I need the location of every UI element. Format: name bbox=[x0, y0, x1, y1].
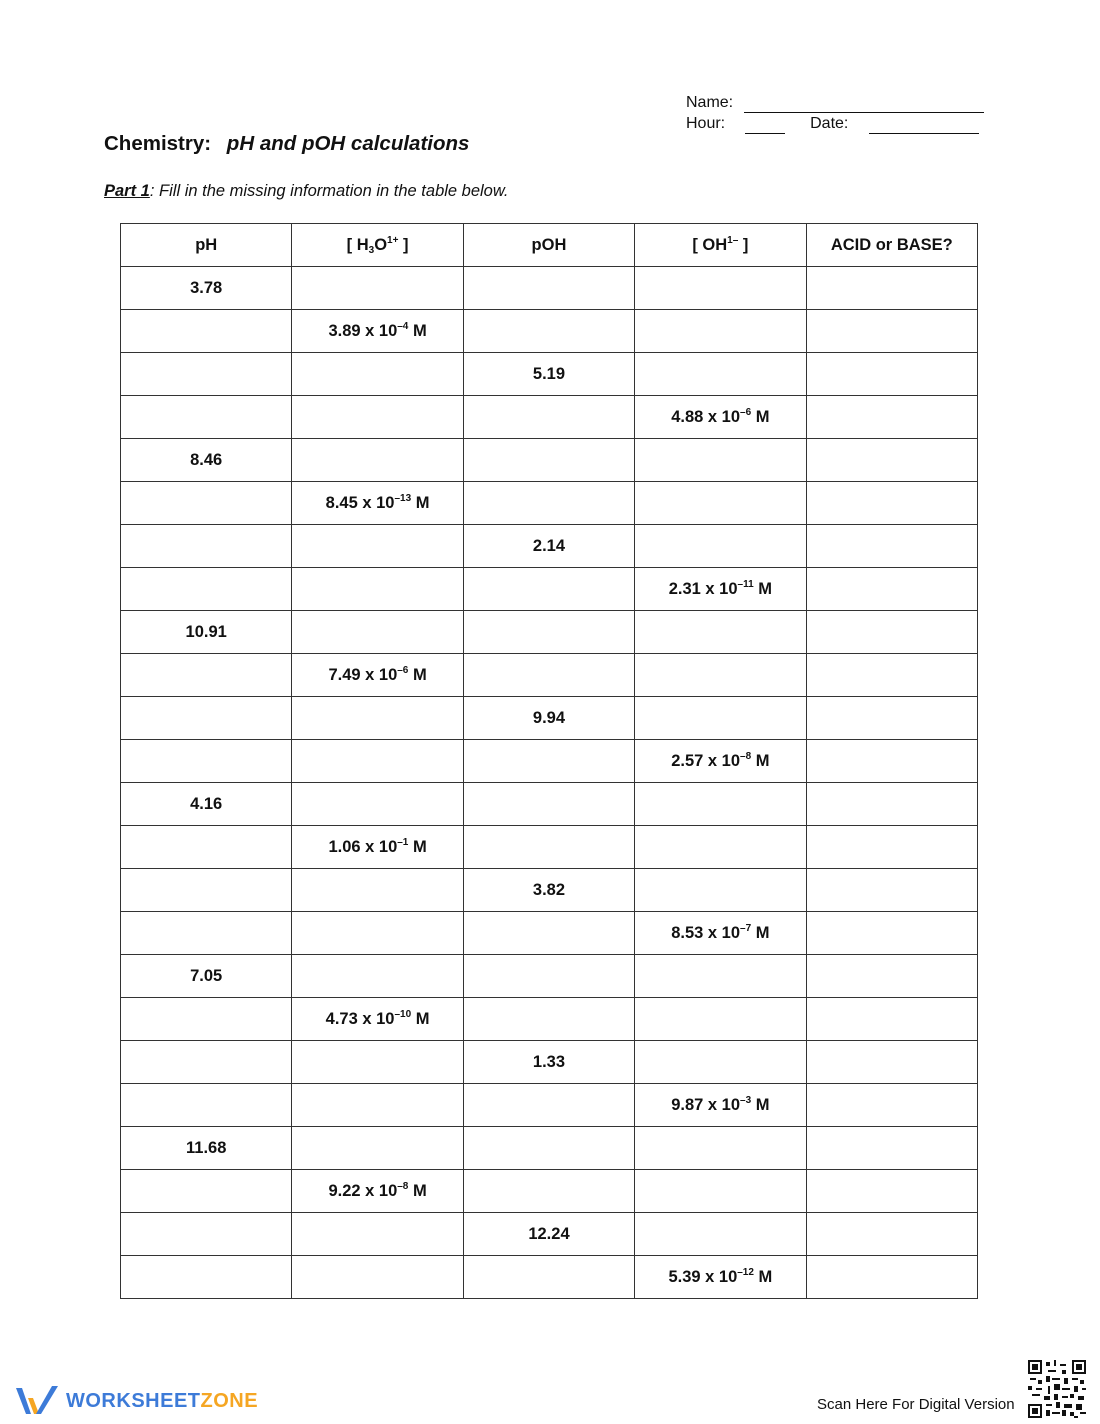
date-label: Date: bbox=[810, 115, 849, 132]
cell-h3o[interactable] bbox=[292, 869, 463, 912]
cell-oh[interactable] bbox=[635, 611, 806, 654]
cell-ph bbox=[121, 955, 292, 998]
cell-ph[interactable] bbox=[121, 998, 292, 1041]
ph-value: 7.05 bbox=[190, 966, 223, 985]
h3o-unit: M bbox=[408, 837, 427, 856]
cell-h3o[interactable] bbox=[292, 267, 463, 310]
cell-poh[interactable] bbox=[463, 267, 634, 310]
header-oh bbox=[635, 224, 806, 267]
table-row bbox=[121, 826, 978, 869]
cell-ph[interactable] bbox=[121, 654, 292, 697]
cell-h3o[interactable] bbox=[292, 1084, 463, 1127]
table-row bbox=[121, 353, 978, 396]
cell-oh bbox=[635, 1084, 806, 1127]
cell-acid-base[interactable] bbox=[806, 568, 977, 611]
cell-h3o[interactable] bbox=[292, 611, 463, 654]
cell-h3o[interactable] bbox=[292, 955, 463, 998]
cell-h3o[interactable] bbox=[292, 697, 463, 740]
oh-unit: M bbox=[753, 579, 773, 598]
logo-text bbox=[66, 1390, 258, 1413]
cell-poh bbox=[463, 353, 634, 396]
oh-unit: M bbox=[751, 751, 770, 770]
cell-acid-base[interactable] bbox=[806, 955, 977, 998]
oh-exponent: –3 bbox=[740, 1094, 752, 1106]
h3o-exponent: –6 bbox=[397, 664, 409, 676]
hour-blank[interactable] bbox=[745, 118, 785, 134]
cell-poh[interactable] bbox=[463, 1084, 634, 1127]
table-row bbox=[121, 396, 978, 439]
table-row bbox=[121, 611, 978, 654]
oh-mantissa: 5.39 x 10 bbox=[668, 1267, 738, 1286]
cell-poh[interactable] bbox=[463, 955, 634, 998]
table-row bbox=[121, 1256, 978, 1299]
oh-unit: M bbox=[751, 923, 770, 942]
cell-poh[interactable] bbox=[463, 1170, 634, 1213]
cell-poh[interactable] bbox=[463, 568, 634, 611]
cell-acid-base[interactable] bbox=[806, 912, 977, 955]
h3o-open: [ H bbox=[346, 235, 369, 254]
h3o-exponent: –4 bbox=[397, 320, 409, 332]
h3o-exponent: –10 bbox=[394, 1008, 412, 1020]
oh-exponent: –7 bbox=[740, 922, 752, 934]
cell-h3o[interactable] bbox=[292, 439, 463, 482]
cell-acid-base[interactable] bbox=[806, 525, 977, 568]
header-poh bbox=[463, 224, 634, 267]
cell-ph[interactable] bbox=[121, 1256, 292, 1299]
cell-acid-base[interactable] bbox=[806, 310, 977, 353]
cell-poh bbox=[463, 869, 634, 912]
ph-value: 8.46 bbox=[190, 450, 223, 469]
cell-acid-base[interactable] bbox=[806, 1170, 977, 1213]
h3o-exponent: –13 bbox=[394, 492, 412, 504]
oh-close: ] bbox=[738, 235, 749, 254]
h3o-mantissa: 3.89 x 10 bbox=[328, 321, 398, 340]
hour-label: Hour: bbox=[686, 115, 726, 132]
instructions bbox=[104, 182, 508, 201]
cell-poh[interactable] bbox=[463, 1127, 634, 1170]
cell-oh[interactable] bbox=[635, 869, 806, 912]
cell-poh[interactable] bbox=[463, 310, 634, 353]
table-row bbox=[121, 1213, 978, 1256]
poh-value: 5.19 bbox=[532, 364, 566, 383]
h3o-exponent: –1 bbox=[397, 836, 409, 848]
title-subject: Chemistry: bbox=[104, 132, 212, 155]
qr-code-icon[interactable] bbox=[1028, 1360, 1086, 1418]
table-row bbox=[121, 912, 978, 955]
cell-acid-base[interactable] bbox=[806, 396, 977, 439]
table-row bbox=[121, 1084, 978, 1127]
oh-sup: 1– bbox=[727, 234, 739, 246]
h3o-unit: M bbox=[408, 665, 427, 684]
cell-h3o[interactable] bbox=[292, 740, 463, 783]
oh-mantissa: 2.57 x 10 bbox=[671, 751, 741, 770]
oh-exponent: –11 bbox=[737, 578, 754, 590]
cell-acid-base[interactable] bbox=[806, 611, 977, 654]
table-row bbox=[121, 482, 978, 525]
cell-oh[interactable] bbox=[635, 1041, 806, 1084]
cell-poh[interactable] bbox=[463, 998, 634, 1041]
page-title bbox=[104, 132, 469, 156]
ph-value: 3.78 bbox=[190, 278, 223, 297]
table-row bbox=[121, 310, 978, 353]
name-blank[interactable] bbox=[744, 97, 984, 113]
poh-value: 12.24 bbox=[528, 1224, 570, 1243]
table-row bbox=[121, 1170, 978, 1213]
cell-ph[interactable] bbox=[121, 1213, 292, 1256]
cell-ph[interactable] bbox=[121, 396, 292, 439]
cell-ph[interactable] bbox=[121, 1170, 292, 1213]
header-poh-label: pOH bbox=[531, 235, 567, 254]
cell-h3o[interactable] bbox=[292, 912, 463, 955]
cell-poh[interactable] bbox=[463, 912, 634, 955]
cell-oh[interactable] bbox=[635, 267, 806, 310]
cell-poh[interactable] bbox=[463, 1256, 634, 1299]
cell-poh[interactable] bbox=[463, 396, 634, 439]
cell-ph[interactable] bbox=[121, 826, 292, 869]
cell-ph bbox=[121, 611, 292, 654]
h3o-unit: M bbox=[408, 1181, 427, 1200]
cell-acid-base[interactable] bbox=[806, 1041, 977, 1084]
poh-value: 9.94 bbox=[532, 708, 566, 727]
cell-ph[interactable] bbox=[121, 310, 292, 353]
table-row bbox=[121, 998, 978, 1041]
cell-oh bbox=[635, 912, 806, 955]
h3o-mantissa: 1.06 x 10 bbox=[328, 837, 398, 856]
cell-poh[interactable] bbox=[463, 611, 634, 654]
cell-oh[interactable] bbox=[635, 482, 806, 525]
cell-poh[interactable] bbox=[463, 482, 634, 525]
table-row bbox=[121, 740, 978, 783]
cell-acid-base[interactable] bbox=[806, 826, 977, 869]
h3o-sub: 3 bbox=[368, 244, 375, 256]
cell-poh bbox=[463, 1041, 634, 1084]
cell-h3o[interactable] bbox=[292, 353, 463, 396]
oh-mantissa: 9.87 x 10 bbox=[671, 1095, 741, 1114]
cell-h3o bbox=[292, 654, 463, 697]
ph-value: 11.68 bbox=[186, 1138, 227, 1157]
cell-oh[interactable] bbox=[635, 955, 806, 998]
cell-oh[interactable] bbox=[635, 353, 806, 396]
cell-oh bbox=[635, 396, 806, 439]
table-row bbox=[121, 1041, 978, 1084]
cell-oh[interactable] bbox=[635, 1170, 806, 1213]
cell-ph[interactable] bbox=[121, 525, 292, 568]
oh-mantissa: 8.53 x 10 bbox=[671, 923, 741, 942]
oh-open: [ OH bbox=[692, 235, 728, 254]
cell-oh[interactable] bbox=[635, 1127, 806, 1170]
oh-unit: M bbox=[751, 407, 770, 426]
h3o-mid: O bbox=[374, 235, 388, 254]
h3o-mantissa: 4.73 x 10 bbox=[325, 1009, 395, 1028]
h3o-close: ] bbox=[398, 235, 409, 254]
cell-h3o bbox=[292, 998, 463, 1041]
cell-acid-base[interactable] bbox=[806, 740, 977, 783]
cell-ph bbox=[121, 439, 292, 482]
cell-h3o[interactable] bbox=[292, 1256, 463, 1299]
cell-acid-base[interactable] bbox=[806, 353, 977, 396]
cell-oh[interactable] bbox=[635, 783, 806, 826]
table-row bbox=[121, 869, 978, 912]
cell-acid-base[interactable] bbox=[806, 654, 977, 697]
cell-acid-base[interactable] bbox=[806, 869, 977, 912]
name-label: Name: bbox=[686, 94, 734, 111]
h3o-unit: M bbox=[411, 493, 430, 512]
h3o-sup: 1+ bbox=[387, 234, 399, 246]
table-row bbox=[121, 439, 978, 482]
scan-text: Scan Here For Digital Version bbox=[817, 1396, 1015, 1413]
poh-value: 3.82 bbox=[532, 880, 566, 899]
cell-oh[interactable] bbox=[635, 1213, 806, 1256]
cell-poh[interactable] bbox=[463, 654, 634, 697]
cell-h3o[interactable] bbox=[292, 1041, 463, 1084]
cell-ph[interactable] bbox=[121, 740, 292, 783]
name-row bbox=[686, 92, 996, 113]
table-row bbox=[121, 525, 978, 568]
hour-date-row bbox=[686, 113, 996, 134]
table-row bbox=[121, 697, 978, 740]
date-blank[interactable] bbox=[869, 118, 979, 134]
logo-zone: ZONE bbox=[200, 1389, 259, 1412]
table-row bbox=[121, 955, 978, 998]
cell-ph bbox=[121, 267, 292, 310]
h3o-mantissa: 7.49 x 10 bbox=[328, 665, 398, 684]
cell-poh[interactable] bbox=[463, 783, 634, 826]
cell-h3o bbox=[292, 826, 463, 869]
worksheetzone-logo-icon bbox=[14, 1384, 60, 1418]
cell-oh[interactable] bbox=[635, 439, 806, 482]
header-ph bbox=[121, 224, 292, 267]
cell-poh bbox=[463, 1213, 634, 1256]
cell-oh bbox=[635, 568, 806, 611]
cell-acid-base[interactable] bbox=[806, 482, 977, 525]
oh-mantissa: 2.31 x 10 bbox=[668, 579, 738, 598]
cell-h3o bbox=[292, 482, 463, 525]
cell-acid-base[interactable] bbox=[806, 1213, 977, 1256]
oh-unit: M bbox=[753, 1267, 773, 1286]
table-row bbox=[121, 568, 978, 611]
h3o-mantissa: 8.45 x 10 bbox=[325, 493, 395, 512]
cell-acid-base[interactable] bbox=[806, 267, 977, 310]
header-acid-base-label: ACID or BASE? bbox=[830, 235, 953, 254]
cell-poh bbox=[463, 525, 634, 568]
cell-ph[interactable] bbox=[121, 869, 292, 912]
h3o-exponent: –8 bbox=[397, 1180, 409, 1192]
table-row bbox=[121, 654, 978, 697]
h3o-unit: M bbox=[408, 321, 427, 340]
h3o-mantissa: 9.22 x 10 bbox=[328, 1181, 398, 1200]
worksheetzone-logo bbox=[14, 1384, 258, 1418]
h3o-unit: M bbox=[411, 1009, 430, 1028]
cell-oh bbox=[635, 1256, 806, 1299]
cell-oh[interactable] bbox=[635, 310, 806, 353]
cell-ph[interactable] bbox=[121, 912, 292, 955]
oh-exponent: –8 bbox=[740, 750, 752, 762]
cell-ph[interactable] bbox=[121, 482, 292, 525]
cell-poh[interactable] bbox=[463, 740, 634, 783]
cell-acid-base[interactable] bbox=[806, 697, 977, 740]
table-header-row bbox=[121, 224, 978, 267]
header-acid-base bbox=[806, 224, 977, 267]
ph-value: 10.91 bbox=[185, 622, 227, 641]
cell-poh[interactable] bbox=[463, 826, 634, 869]
cell-oh[interactable] bbox=[635, 826, 806, 869]
cell-ph bbox=[121, 783, 292, 826]
cell-ph[interactable] bbox=[121, 1041, 292, 1084]
cell-h3o[interactable] bbox=[292, 525, 463, 568]
cell-oh bbox=[635, 740, 806, 783]
cell-acid-base[interactable] bbox=[806, 783, 977, 826]
cell-h3o[interactable] bbox=[292, 1127, 463, 1170]
cell-ph[interactable] bbox=[121, 568, 292, 611]
cell-h3o bbox=[292, 1170, 463, 1213]
header-h3o bbox=[292, 224, 463, 267]
student-info bbox=[686, 92, 996, 134]
ph-table bbox=[120, 223, 978, 1299]
title-topic: pH and pOH calculations bbox=[226, 132, 470, 155]
cell-h3o[interactable] bbox=[292, 1213, 463, 1256]
cell-h3o[interactable] bbox=[292, 396, 463, 439]
oh-unit: M bbox=[751, 1095, 770, 1114]
cell-oh[interactable] bbox=[635, 654, 806, 697]
oh-exponent: –6 bbox=[740, 406, 752, 418]
oh-exponent: –12 bbox=[737, 1266, 754, 1278]
instructions-text: : Fill in the missing information in the table below. bbox=[149, 182, 509, 200]
cell-h3o[interactable] bbox=[292, 568, 463, 611]
cell-oh[interactable] bbox=[635, 697, 806, 740]
cell-ph bbox=[121, 1127, 292, 1170]
poh-value: 1.33 bbox=[532, 1052, 566, 1071]
ph-value: 4.16 bbox=[190, 794, 223, 813]
oh-mantissa: 4.88 x 10 bbox=[671, 407, 741, 426]
cell-acid-base[interactable] bbox=[806, 1256, 977, 1299]
cell-ph[interactable] bbox=[121, 353, 292, 396]
cell-oh[interactable] bbox=[635, 998, 806, 1041]
cell-acid-base[interactable] bbox=[806, 998, 977, 1041]
cell-h3o[interactable] bbox=[292, 783, 463, 826]
cell-h3o bbox=[292, 310, 463, 353]
logo-worksheet: WORKSHEET bbox=[66, 1389, 201, 1412]
part-label: Part 1 bbox=[104, 182, 150, 200]
table-row bbox=[121, 783, 978, 826]
cell-acid-base[interactable] bbox=[806, 1127, 977, 1170]
table-row bbox=[121, 1127, 978, 1170]
cell-acid-base[interactable] bbox=[806, 439, 977, 482]
table-row bbox=[121, 267, 978, 310]
cell-ph[interactable] bbox=[121, 1084, 292, 1127]
header-ph-label: pH bbox=[195, 235, 218, 254]
cell-acid-base[interactable] bbox=[806, 1084, 977, 1127]
cell-poh[interactable] bbox=[463, 439, 634, 482]
cell-oh[interactable] bbox=[635, 525, 806, 568]
table-body bbox=[121, 267, 978, 1299]
cell-poh bbox=[463, 697, 634, 740]
poh-value: 2.14 bbox=[532, 536, 566, 555]
cell-ph[interactable] bbox=[121, 697, 292, 740]
